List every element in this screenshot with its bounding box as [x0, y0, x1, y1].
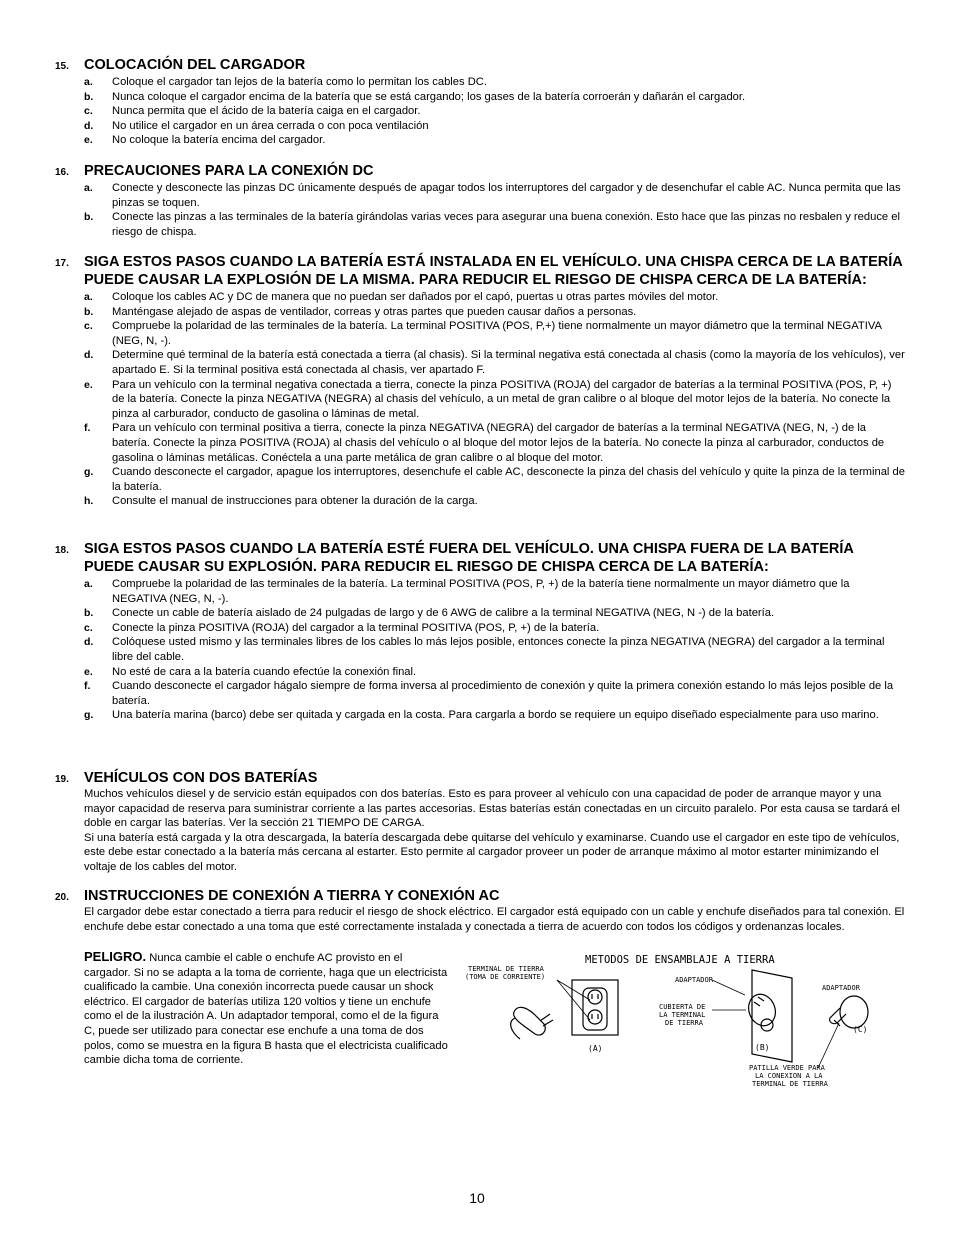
list-item	[55, 305, 905, 320]
item-letter: e.	[84, 665, 93, 678]
item-text: Nunca permita que el ácido de la batería caiga en el cargador.	[112, 105, 421, 118]
list-item	[55, 421, 905, 465]
item-list	[55, 75, 905, 148]
item-text: Para un vehículo con la terminal negativa conectada a tierra, conecte la pinza POSITIVA (ROJA) del cargador de baterías a la terminal POSITIVA (POS, P, +) de la batería. Conecte la pinza NEGATIVA (NEGRA) al chasis del vehículo, a un metal de gran calibre o al bloque del motor lejos de la batería. No conecte la pinza al carburador, conducto de gasolina o láminas de metal.	[112, 378, 892, 420]
section-19	[55, 769, 905, 875]
item-text: Compruebe la polaridad de las terminales de la batería. La terminal POSITIVA (POS, P,+) tiene normalmente un mayor diámetro que la terminal NEGATIVA (NEG, N, -).	[112, 320, 882, 347]
item-text: Determine qué terminal de la batería está conectada a tierra (al chasis). Si la terminal negativa está conectada al chasis (como la mayoría de los vehículos), ver apartado E. Si la terminal positiva está conectada al chasis, ver apartado F.	[112, 349, 905, 376]
label-cubierta-1: CUBIERTA DE	[659, 1003, 706, 1011]
item-letter: c.	[84, 621, 93, 634]
list-item	[55, 708, 905, 723]
item-text: Una batería marina (barco) debe ser quitada y cargada en la costa. Para cargarla a bordo se requiere un equipo diseñado especialmente para uso marino.	[112, 709, 879, 722]
list-item	[55, 621, 905, 636]
page-number: 10	[469, 1190, 485, 1206]
section-heading	[55, 540, 905, 576]
item-letter: b.	[84, 305, 94, 318]
item-text: Consulte el manual de instrucciones para obtener la duración de la carga.	[112, 495, 478, 508]
item-letter: a.	[84, 182, 93, 194]
plug-a-icon	[511, 1007, 553, 1039]
item-letter: d.	[84, 636, 94, 649]
item-list	[55, 577, 905, 723]
label-adaptador-b: ADAPTADOR	[675, 976, 713, 984]
section-number: 15.	[55, 61, 69, 72]
item-list	[55, 181, 905, 239]
label-b: (B)	[755, 1043, 770, 1052]
section-title: SIGA ESTOS PASOS CUANDO LA BATERÍA ESTÉ FUERA DEL VEHÍCULO. UNA CHISPA FUERA DE LA BATERÍA PUEDE CAUSAR SU EXPLOSIÓN. PARA REDUCIR EL RIESGO DE CHISPA CERCA DE LA BATERÍA:	[84, 541, 854, 575]
item-letter: d.	[84, 349, 94, 362]
item-text: Nunca coloque el cargador encima de la batería que se está cargando; los gases de la batería corroerán y dañarán el cargador.	[112, 90, 746, 103]
list-item	[55, 494, 905, 509]
section-number: 20.	[55, 892, 69, 903]
grounding-methods-figure	[462, 950, 902, 1090]
item-text: No utilice el cargador en un área cerrada o con poca ventilación	[112, 119, 429, 132]
item-list	[55, 290, 905, 509]
item-letter: b.	[84, 607, 94, 620]
paragraph: Si una batería está cargada y la otra descargada, la batería descargada debe quitarse del vehículo y examinarse. Cuando use el cargador en este tipo de vehículos, este debe estar conectado a la batería más cercana al estarter. Esto permite al cargador proveer un poder de arranque máximo al motor estarter minimizando el voltaje de los cables del motor.	[84, 831, 900, 873]
section-16	[55, 162, 905, 239]
item-letter: c.	[84, 320, 93, 333]
list-item	[55, 133, 905, 148]
section-number: 18.	[55, 545, 69, 556]
label-c: (C)	[853, 1025, 868, 1034]
item-text: Coloque los cables AC y DC de manera que no puedan ser dañados por el capó, puertas u otras partes móviles del motor.	[112, 291, 719, 303]
item-text: Manténgase alejado de aspas de ventilador, correas y otras partes que pueden causar daños a personas.	[112, 305, 637, 318]
item-letter: g.	[84, 709, 94, 722]
item-letter: a.	[84, 578, 93, 590]
item-text: Coloque el cargador tan lejos de la batería como lo permitan los cables DC.	[112, 76, 487, 88]
item-letter: f.	[84, 680, 91, 693]
item-text: No esté de cara a la batería cuando efectúe la conexión final.	[112, 665, 417, 678]
item-text: Colóquese usted mismo y las terminales libres de los cables lo más lejos posible, entonces conecte la pinza NEGATIVA (NEGRA) del cargador a la terminal libre del cable.	[112, 636, 885, 663]
item-text: No coloque la batería encima del cargador.	[112, 134, 326, 147]
paragraph: El cargador debe estar conectado a tierra para reducir el riesgo de shock eléctrico. El cargador está equipado con un cable y enchufe diseñados para tal conexión. El enchufe debe estar conectado a una toma que esté correctamente instalada y conectada a tierra de acuerdo con todos los códigos y ordenanzas locales.	[84, 906, 905, 933]
adapter-c-icon	[830, 996, 868, 1028]
list-item	[55, 348, 905, 377]
section-heading	[55, 253, 905, 289]
section-title: SIGA ESTOS PASOS CUANDO LA BATERÍA ESTÁ INSTALADA EN EL VEHÍCULO. UNA CHISPA CERCA DE LA BATERÍA PUEDE CAUSAR LA EXPLOSIÓN DE LA MISMA. PARA REDUCIR EL RIESGO DE CHISPA CERCA DE LA BATERÍA:	[84, 254, 903, 288]
list-item	[55, 90, 905, 105]
list-item	[55, 210, 905, 239]
item-letter: c.	[84, 105, 93, 118]
danger-text: Nunca cambie el cable o enchufe AC provisto en el cargador. Si no se adapta a la toma de corriente, haga que un electricista cualificado la cambie. Una conexión incorrecta puede causar un shock eléctrico. El cargador de baterías utiliza 120 voltios y tiene un enchufe como el de la ilustración A. Un adaptador temporal, como el de la figura C, puede ser utilizado para conectar ese enchufe a una toma de dos polos, como se muestra en la figura B hasta que el electricista cualificado cambie dicha toma de corriente.	[84, 952, 448, 1067]
section-17	[55, 253, 905, 509]
list-item	[55, 104, 905, 119]
section-15	[55, 56, 905, 148]
item-text: Conecte las pinzas a las terminales de la batería girándolas varias veces para asegurar una buena conexión. Esto hace que las pinzas no resbalen y reduce el riesgo de chispa.	[112, 211, 900, 238]
label-patilla-3: TERMINAL DE TIERRA	[752, 1080, 828, 1088]
section-heading	[55, 769, 905, 787]
list-item	[55, 181, 905, 210]
list-item	[55, 665, 905, 680]
list-item	[55, 606, 905, 621]
label-a: (A)	[588, 1044, 603, 1053]
section-heading	[55, 56, 905, 74]
list-item	[55, 679, 905, 708]
label-adaptador-c: ADAPTADOR	[822, 984, 860, 992]
section-18	[55, 540, 905, 723]
section-title: COLOCACIÓN DEL CARGADOR	[84, 57, 306, 73]
item-letter: e.	[84, 378, 93, 391]
item-text: Conecte y desconecte las pinzas DC únicamente después de apagar todos los interruptores del cargador y de desenchufar el cable AC. Nunca permita que las pinzas se toquen.	[112, 182, 901, 209]
section-heading	[55, 162, 905, 180]
label-cubierta-2: LA TERMINAL	[659, 1011, 706, 1019]
section-number: 17.	[55, 258, 69, 269]
list-item	[55, 465, 905, 494]
section-title: PRECAUCIONES PARA LA CONEXIÓN DC	[84, 163, 374, 179]
list-item	[55, 635, 905, 664]
item-letter: b.	[84, 90, 94, 103]
label-terminal-de-tierra: TERMINAL DE TIERRA	[468, 965, 544, 973]
list-item	[55, 319, 905, 348]
item-text: Cuando desconecte el cargador hágalo siempre de forma inversa al procedimiento de conexión y quite la primera conexión estando lo más lejos posible de la batería.	[112, 680, 894, 707]
label-toma-de-corriente: (TOMA DE CORRIENTE)	[465, 973, 546, 981]
list-item	[55, 119, 905, 134]
item-text: Conecte la pinza POSITIVA (ROJA) del cargador a la terminal POSITIVA (POS, P, +) de la batería.	[112, 621, 600, 634]
list-item	[55, 378, 905, 422]
item-letter: a.	[84, 291, 93, 303]
label-patilla-2: LA CONEXION A LA	[755, 1072, 823, 1080]
figure-title: METODOS DE ENSAMBLAJE A TIERRA	[585, 954, 775, 966]
section-number: 19.	[55, 774, 69, 785]
section-title: INSTRUCCIONES DE CONEXIÓN A TIERRA Y CONEXIÓN AC	[84, 888, 500, 904]
item-letter: a.	[84, 76, 93, 88]
label-cubierta-3: DE TIERRA	[665, 1019, 703, 1027]
item-letter: h.	[84, 495, 94, 508]
list-item	[55, 290, 905, 305]
danger-label: PELIGRO.	[84, 949, 147, 964]
item-letter: b.	[84, 211, 94, 224]
item-letter: f.	[84, 422, 91, 435]
label-patilla-1: PATILLA VERDE PARA	[749, 1064, 825, 1072]
item-text: Compruebe la polaridad de las terminales de la batería. La terminal POSITIVA (POS, P, +) de la batería tiene normalmente un mayor diámetro que la NEGATIVA (NEG, N, -).	[112, 578, 850, 605]
danger-paragraph	[84, 950, 450, 1068]
paragraph: Muchos vehículos diesel y de servicio están equipados con dos baterías. Esto es para proveer al vehículo con una capacidad de poder de arranque mayor y una mayor capacidad de reserva para suministrar corriente a las partes accesorias. Estas baterías están conectadas en un circuito paralelo. Por esta causa se tardará el doble en cargar las baterías. Ver la sección 21 TIEMPO DE CARGA.	[84, 788, 900, 830]
list-item	[55, 75, 905, 90]
item-text: Conecte un cable de batería aislado de 24 pulgadas de largo y de 6 AWG de calibre a la terminal NEGATIVA (NEG, N -) de la batería.	[112, 607, 775, 620]
item-text: Para un vehículo con terminal positiva a tierra, conecte la pinza NEGATIVA (NEGRA) del cargador de baterías a la terminal NEGATIVA (NEG, N, -) de la batería. Conecte la pinza POSITIVA (ROJA) al chasis del vehículo o al bloque del motor lejos de la batería. No conecte la pinza al carburador, conductos de gasolina o láminas metálicas. Conéctela a una parte metálica de gran calibre o al bloque del motor.	[112, 422, 885, 464]
outlet-a-icon	[572, 980, 618, 1035]
list-item	[55, 577, 905, 606]
item-text: Cuando desconecte el cargador, apague los interruptores, desenchufe el cable AC, desconecte la pinza del chasis del vehículo y quite la pinza de la terminal de la batería.	[112, 466, 905, 493]
section-20	[55, 887, 905, 934]
section-title: VEHÍCULOS CON DOS BATERÍAS	[84, 770, 318, 786]
section-number: 16.	[55, 167, 69, 178]
item-letter: g.	[84, 466, 94, 479]
item-letter: d.	[84, 119, 94, 132]
item-letter: e.	[84, 134, 93, 147]
section-heading	[55, 887, 905, 905]
